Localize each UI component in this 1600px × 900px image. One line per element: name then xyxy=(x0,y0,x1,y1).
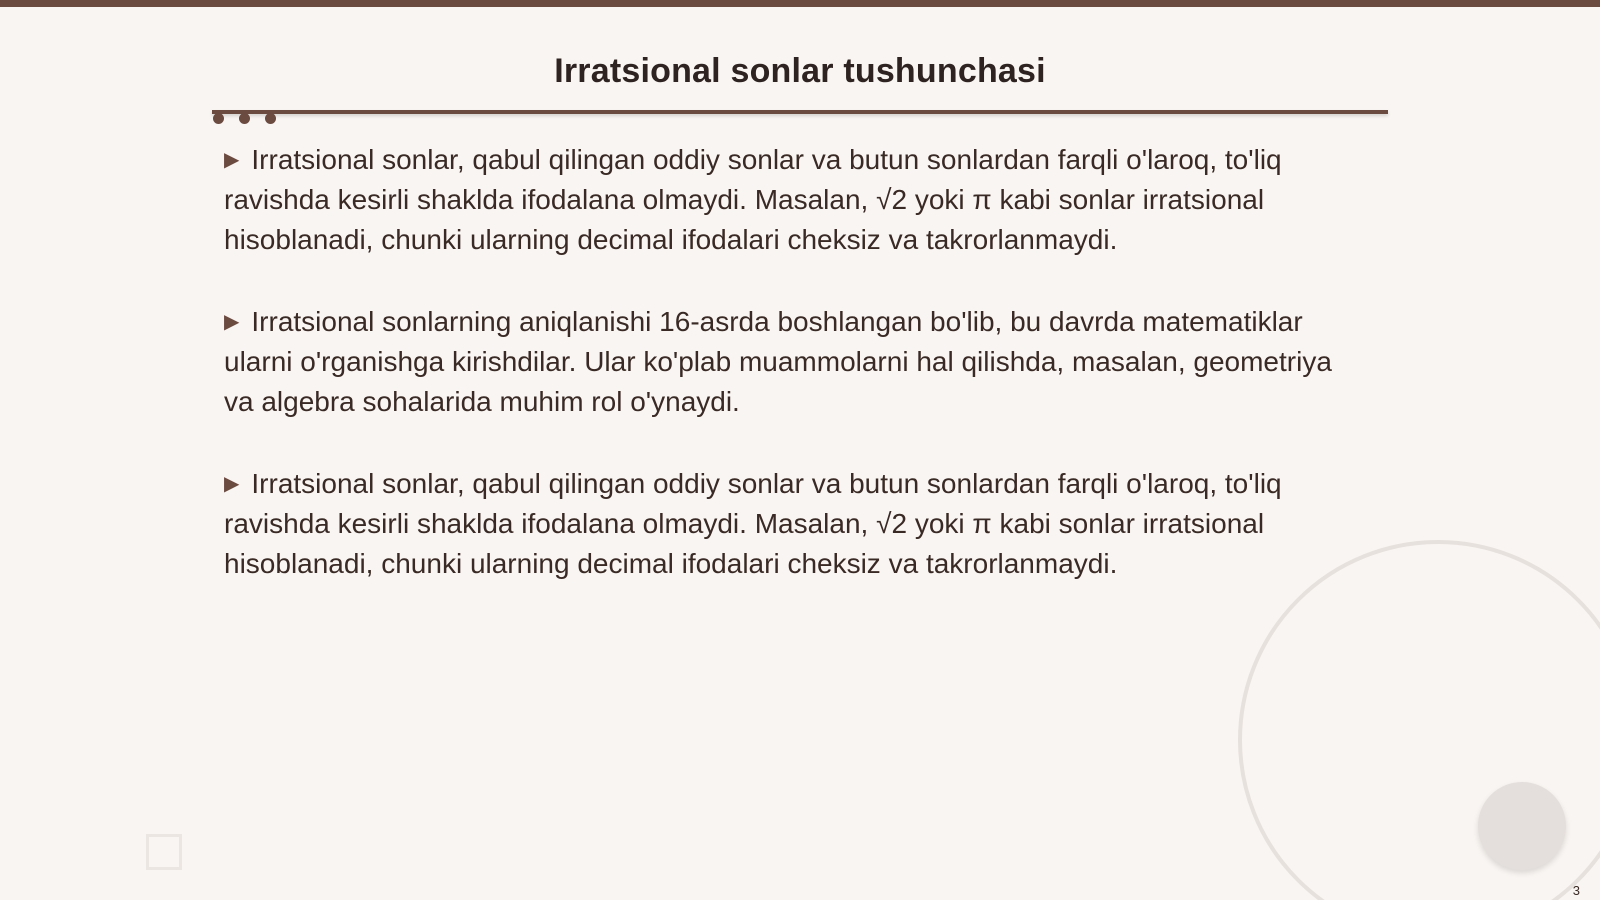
rule-dot xyxy=(265,113,276,124)
bullet-text: Irratsional sonlar, qabul qilingan oddiy sonlar va butun sonlardan farqli o'laroq, to'liq ravishda kesirli shaklda ifodalana olmaydi. Masalan, √2 yoki π kabi sonlar irratsional hisoblanadi, chunki ularning decimal ifodalari cheksiz va takrorlanmaydi. xyxy=(224,468,1282,579)
page-number: 3 xyxy=(1572,883,1580,898)
rule-dot xyxy=(213,113,224,124)
top-accent-bar xyxy=(0,0,1600,7)
bullet-item xyxy=(224,464,1364,584)
bullet-arrow-icon: ▶ xyxy=(224,311,240,333)
bullet-arrow-icon: ▶ xyxy=(224,149,240,171)
decorative-square xyxy=(146,834,182,870)
bullet-text: Irratsional sonlarning aniqlanishi 16-asrda boshlangan bo'lib, bu davrda matematiklar ularni o'rganishga kirishdilar. Ular ko'plab muammolarni hal qilishda, masalan, geometriya va algebra sohalarida muhim rol o'ynaydi. xyxy=(224,306,1332,417)
decorative-circle xyxy=(1478,782,1566,870)
bullet-item xyxy=(224,302,1364,422)
bullet-list xyxy=(224,140,1364,626)
bullet-arrow-icon: ▶ xyxy=(224,473,240,495)
rule-dot xyxy=(239,113,250,124)
bullet-text: Irratsional sonlar, qabul qilingan oddiy sonlar va butun sonlardan farqli o'laroq, to'liq ravishda kesirli shaklda ifodalana olmaydi. Masalan, √2 yoki π kabi sonlar irratsional hisoblanadi, chunki ularning decimal ifodalari cheksiz va takrorlanmaydi. xyxy=(224,144,1282,255)
slide-title: Irratsional sonlar tushunchasi xyxy=(554,52,1046,90)
bullet-item xyxy=(224,140,1364,260)
title-underline xyxy=(212,110,1388,114)
